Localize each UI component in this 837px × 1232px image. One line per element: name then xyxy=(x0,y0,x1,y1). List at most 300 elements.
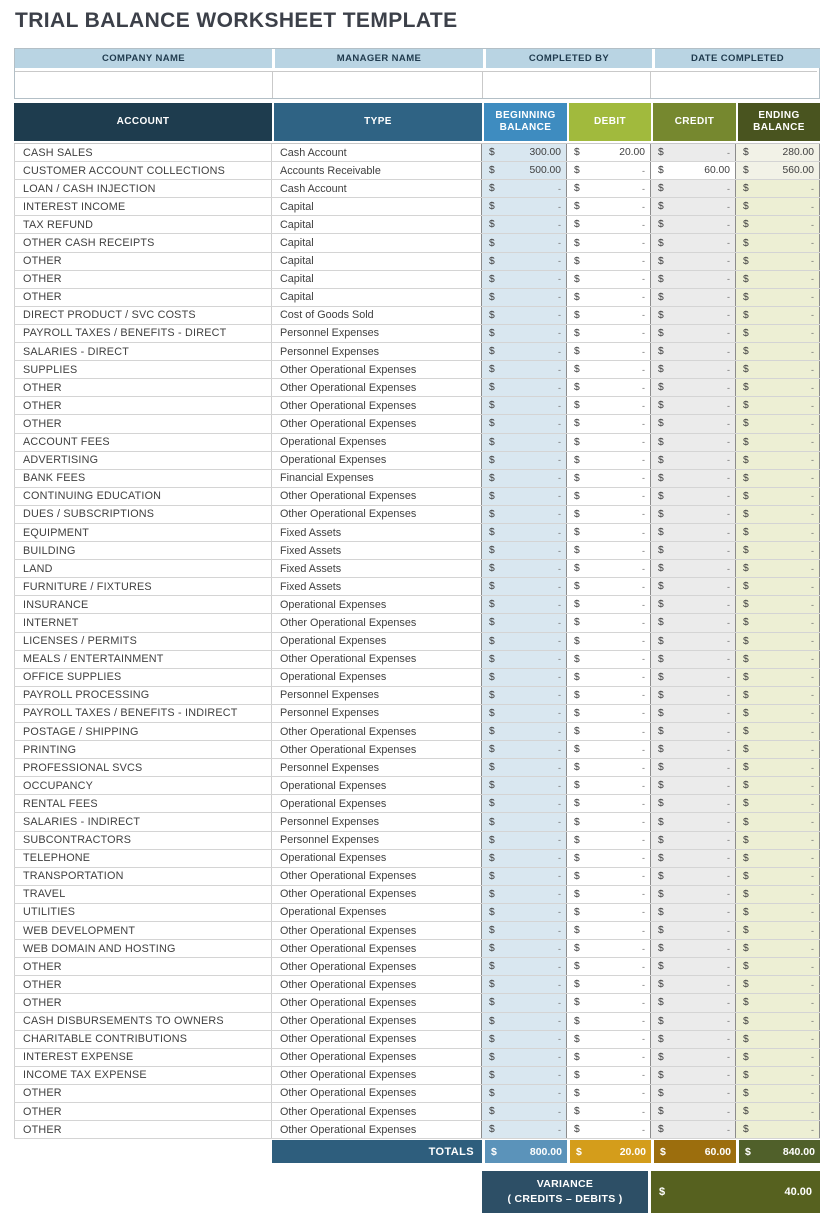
credit-cell[interactable] xyxy=(651,524,736,541)
beginning-balance-cell[interactable] xyxy=(482,325,567,342)
credit-cell[interactable] xyxy=(651,614,736,631)
beginning-balance-cell[interactable] xyxy=(482,470,567,487)
ending-balance-cell[interactable] xyxy=(736,180,820,197)
completed-by-input[interactable] xyxy=(482,71,650,98)
beginning-balance-cell[interactable] xyxy=(482,1067,567,1084)
type-cell: Cost of Goods Sold xyxy=(272,307,482,324)
debit-cell[interactable] xyxy=(567,994,651,1011)
debit-cell[interactable] xyxy=(567,343,651,360)
currency-symbol: $ xyxy=(658,309,664,321)
beginning-balance-cell[interactable] xyxy=(482,180,567,197)
currency-symbol: $ xyxy=(743,780,749,792)
beginning-balance-cell[interactable] xyxy=(482,506,567,523)
credit-cell[interactable] xyxy=(651,271,736,288)
debit-cell[interactable] xyxy=(567,397,651,414)
credit-cell[interactable] xyxy=(651,850,736,867)
currency-symbol: $ xyxy=(574,707,580,719)
credit-cell[interactable] xyxy=(651,1085,736,1102)
ending-balance-cell[interactable] xyxy=(736,271,820,288)
table-row xyxy=(14,1031,820,1049)
ending-balance-cell[interactable] xyxy=(736,868,820,885)
ending-balance-cell[interactable] xyxy=(736,759,820,776)
debit-cell[interactable] xyxy=(567,940,651,957)
beginning-balance-cell[interactable] xyxy=(482,452,567,469)
credit-cell[interactable] xyxy=(651,506,736,523)
ending-balance-cell[interactable] xyxy=(736,813,820,830)
debit-cell[interactable] xyxy=(567,614,651,631)
debit-cell[interactable] xyxy=(567,669,651,686)
beginning-balance-cell[interactable] xyxy=(482,940,567,957)
credit-cell-value: - xyxy=(727,491,730,502)
credit-cell[interactable] xyxy=(651,922,736,939)
debit-cell[interactable] xyxy=(567,705,651,722)
credit-cell[interactable] xyxy=(651,488,736,505)
currency-symbol: $ xyxy=(658,418,664,430)
ending-balance-cell[interactable] xyxy=(736,470,820,487)
beginning-balance-cell[interactable] xyxy=(482,922,567,939)
beginning-balance-cell[interactable] xyxy=(482,1031,567,1048)
table-row xyxy=(14,361,820,379)
credit-cell[interactable] xyxy=(651,669,736,686)
beginning-balance-cell[interactable] xyxy=(482,289,567,306)
credit-cell[interactable] xyxy=(651,1031,736,1048)
ending-balance-cell[interactable] xyxy=(736,560,820,577)
beginning-balance-cell[interactable] xyxy=(482,1103,567,1120)
ending-balance-cell-value: - xyxy=(811,961,814,972)
debit-cell[interactable] xyxy=(567,307,651,324)
currency-symbol: $ xyxy=(489,997,495,1009)
ending-balance-cell[interactable] xyxy=(736,669,820,686)
credit-cell[interactable] xyxy=(651,560,736,577)
credit-cell[interactable] xyxy=(651,687,736,704)
credit-cell[interactable] xyxy=(651,832,736,849)
debit-cell[interactable] xyxy=(567,1085,651,1102)
beginning-balance-cell[interactable] xyxy=(482,813,567,830)
debit-cell[interactable] xyxy=(567,488,651,505)
debit-cell[interactable] xyxy=(567,434,651,451)
beginning-balance-cell[interactable] xyxy=(482,832,567,849)
table-row xyxy=(14,669,820,687)
ending-balance-cell[interactable] xyxy=(736,434,820,451)
ending-balance-cell[interactable] xyxy=(736,325,820,342)
beginning-balance-cell[interactable] xyxy=(482,669,567,686)
ending-balance-cell[interactable] xyxy=(736,415,820,432)
ending-balance-cell[interactable] xyxy=(736,795,820,812)
debit-cell[interactable] xyxy=(567,144,651,161)
debit-cell[interactable] xyxy=(567,542,651,559)
beginning-balance-cell[interactable] xyxy=(482,542,567,559)
beginning-balance-cell[interactable] xyxy=(482,234,567,251)
debit-cell[interactable] xyxy=(567,868,651,885)
ending-balance-cell[interactable] xyxy=(736,886,820,903)
ending-balance-cell[interactable] xyxy=(736,397,820,414)
debit-cell-value: - xyxy=(642,1088,645,1099)
debit-cell[interactable] xyxy=(567,813,651,830)
beginning-balance-cell[interactable] xyxy=(482,596,567,613)
ending-balance-cell-value: - xyxy=(811,762,814,773)
debit-cell[interactable] xyxy=(567,850,651,867)
beginning-balance-cell[interactable] xyxy=(482,271,567,288)
credit-cell[interactable] xyxy=(651,144,736,161)
account-cell: OTHER xyxy=(14,958,272,975)
credit-cell-value: - xyxy=(727,599,730,610)
currency-symbol: $ xyxy=(660,1145,666,1158)
debit-cell[interactable] xyxy=(567,976,651,993)
beginning-balance-cell[interactable] xyxy=(482,578,567,595)
type-cell: Personnel Expenses xyxy=(272,832,482,849)
beginning-balance-cell[interactable] xyxy=(482,216,567,233)
table-row xyxy=(14,415,820,433)
ending-balance-cell[interactable] xyxy=(736,379,820,396)
credit-cell[interactable] xyxy=(651,886,736,903)
ending-balance-cell[interactable] xyxy=(736,1103,820,1120)
account-cell: UTILITIES xyxy=(14,904,272,921)
beginning-balance-cell-value: - xyxy=(558,382,561,393)
variance-row xyxy=(482,1171,820,1213)
credit-cell-value: - xyxy=(727,835,730,846)
type-cell: Personnel Expenses xyxy=(272,759,482,776)
currency-symbol: $ xyxy=(489,255,495,267)
currency-symbol: $ xyxy=(743,925,749,937)
beginning-balance-cell[interactable] xyxy=(482,1049,567,1066)
account-cell: OTHER xyxy=(14,1121,272,1138)
totals-ending-balance-value: 840.00 xyxy=(782,1145,815,1158)
company-name-input[interactable] xyxy=(15,71,272,98)
beginning-balance-cell[interactable] xyxy=(482,614,567,631)
beginning-balance-cell-value: - xyxy=(558,545,561,556)
beginning-balance-cell[interactable] xyxy=(482,759,567,776)
beginning-balance-cell-value: - xyxy=(558,871,561,882)
debit-cell-value: - xyxy=(642,636,645,647)
ending-balance-cell-value: - xyxy=(811,382,814,393)
credit-cell[interactable] xyxy=(651,723,736,740)
debit-cell[interactable] xyxy=(567,886,651,903)
beginning-balance-cell[interactable] xyxy=(482,777,567,794)
ending-balance-cell[interactable] xyxy=(736,651,820,668)
credit-cell[interactable] xyxy=(651,289,736,306)
debit-cell[interactable] xyxy=(567,651,651,668)
currency-symbol: $ xyxy=(743,1124,749,1136)
manager-name-input[interactable] xyxy=(272,71,482,98)
credit-cell[interactable] xyxy=(651,976,736,993)
ending-balance-cell[interactable] xyxy=(736,994,820,1011)
credit-cell-value: - xyxy=(727,219,730,230)
beginning-balance-cell[interactable] xyxy=(482,687,567,704)
currency-symbol: $ xyxy=(658,508,664,520)
credit-cell[interactable] xyxy=(651,379,736,396)
type-cell: Capital xyxy=(272,253,482,270)
currency-symbol: $ xyxy=(489,508,495,520)
currency-symbol: $ xyxy=(574,653,580,665)
debit-cell[interactable] xyxy=(567,180,651,197)
debit-cell[interactable] xyxy=(567,452,651,469)
ending-balance-cell[interactable] xyxy=(736,832,820,849)
date-completed-input[interactable] xyxy=(650,71,817,98)
credit-cell[interactable] xyxy=(651,343,736,360)
ending-balance-cell[interactable] xyxy=(736,162,820,179)
ending-balance-cell[interactable] xyxy=(736,614,820,631)
currency-symbol: $ xyxy=(743,870,749,882)
beginning-balance-cell-value: - xyxy=(558,997,561,1008)
beginning-balance-cell[interactable] xyxy=(482,488,567,505)
ending-balance-cell-value: - xyxy=(811,997,814,1008)
debit-cell[interactable] xyxy=(567,1103,651,1120)
beginning-balance-cell[interactable] xyxy=(482,397,567,414)
beginning-balance-cell[interactable] xyxy=(482,307,567,324)
currency-symbol: $ xyxy=(658,346,664,358)
credit-cell[interactable] xyxy=(651,1103,736,1120)
ending-balance-cell[interactable] xyxy=(736,1121,820,1138)
debit-cell[interactable] xyxy=(567,198,651,215)
debit-cell[interactable] xyxy=(567,253,651,270)
beginning-balance-cell[interactable] xyxy=(482,904,567,921)
ending-balance-cell[interactable] xyxy=(736,958,820,975)
ending-balance-cell-value: - xyxy=(811,925,814,936)
debit-cell[interactable] xyxy=(567,234,651,251)
ending-balance-cell[interactable] xyxy=(736,596,820,613)
credit-cell[interactable] xyxy=(651,759,736,776)
credit-cell[interactable] xyxy=(651,542,736,559)
ending-balance-cell[interactable] xyxy=(736,506,820,523)
debit-cell[interactable] xyxy=(567,578,651,595)
debit-cell[interactable] xyxy=(567,415,651,432)
ending-balance-cell[interactable] xyxy=(736,687,820,704)
credit-cell[interactable] xyxy=(651,1121,736,1138)
currency-symbol: $ xyxy=(489,382,495,394)
ending-balance-cell-value: - xyxy=(811,744,814,755)
beginning-balance-cell[interactable] xyxy=(482,886,567,903)
currency-symbol: $ xyxy=(658,364,664,376)
beginning-balance-cell[interactable] xyxy=(482,343,567,360)
credit-cell[interactable] xyxy=(651,234,736,251)
credit-cell[interactable] xyxy=(651,940,736,957)
table-row xyxy=(14,886,820,904)
debit-cell[interactable] xyxy=(567,325,651,342)
ending-balance-cell[interactable] xyxy=(736,705,820,722)
ending-balance-cell[interactable] xyxy=(736,253,820,270)
credit-cell[interactable] xyxy=(651,198,736,215)
credit-cell[interactable] xyxy=(651,705,736,722)
type-cell: Operational Expenses xyxy=(272,596,482,613)
beginning-balance-cell[interactable] xyxy=(482,361,567,378)
credit-cell[interactable] xyxy=(651,741,736,758)
ending-balance-cell[interactable] xyxy=(736,633,820,650)
credit-cell-value: - xyxy=(727,183,730,194)
credit-cell[interactable] xyxy=(651,578,736,595)
debit-cell[interactable] xyxy=(567,958,651,975)
currency-symbol: $ xyxy=(574,617,580,629)
beginning-balance-cell-value: - xyxy=(558,238,561,249)
credit-cell[interactable] xyxy=(651,180,736,197)
credit-cell[interactable] xyxy=(651,307,736,324)
ending-balance-cell[interactable] xyxy=(736,850,820,867)
currency-symbol: $ xyxy=(743,237,749,249)
ending-balance-cell[interactable] xyxy=(736,777,820,794)
debit-cell[interactable] xyxy=(567,1121,651,1138)
ending-balance-cell[interactable] xyxy=(736,922,820,939)
ending-balance-cell[interactable] xyxy=(736,1085,820,1102)
ending-balance-cell[interactable] xyxy=(736,1013,820,1030)
beginning-balance-cell[interactable] xyxy=(482,633,567,650)
credit-cell[interactable] xyxy=(651,1067,736,1084)
beginning-balance-cell[interactable] xyxy=(482,379,567,396)
credit-cell[interactable] xyxy=(651,795,736,812)
debit-cell[interactable] xyxy=(567,506,651,523)
beginning-balance-cell[interactable] xyxy=(482,198,567,215)
ending-balance-cell[interactable] xyxy=(736,741,820,758)
credit-cell[interactable] xyxy=(651,651,736,668)
account-cell: OTHER xyxy=(14,271,272,288)
ending-balance-cell[interactable] xyxy=(736,578,820,595)
beginning-balance-cell[interactable] xyxy=(482,560,567,577)
debit-cell[interactable] xyxy=(567,470,651,487)
debit-column-header: DEBIT xyxy=(567,103,651,141)
ending-balance-cell[interactable] xyxy=(736,904,820,921)
credit-cell[interactable] xyxy=(651,325,736,342)
ending-balance-cell[interactable] xyxy=(736,307,820,324)
currency-symbol: $ xyxy=(574,870,580,882)
ending-balance-cell[interactable] xyxy=(736,1049,820,1066)
beginning-balance-cell[interactable] xyxy=(482,524,567,541)
ending-balance-cell[interactable] xyxy=(736,452,820,469)
beginning-balance-cell[interactable] xyxy=(482,976,567,993)
ending-balance-cell-value: - xyxy=(811,328,814,339)
ending-balance-cell[interactable] xyxy=(736,216,820,233)
debit-cell[interactable] xyxy=(567,361,651,378)
credit-cell[interactable] xyxy=(651,868,736,885)
debit-cell[interactable] xyxy=(567,560,651,577)
debit-cell[interactable] xyxy=(567,1067,651,1084)
beginning-balance-cell[interactable] xyxy=(482,162,567,179)
beginning-balance-cell[interactable] xyxy=(482,1013,567,1030)
beginning-balance-cell[interactable] xyxy=(482,651,567,668)
debit-cell[interactable] xyxy=(567,633,651,650)
currency-symbol: $ xyxy=(574,599,580,611)
ending-balance-cell[interactable] xyxy=(736,524,820,541)
beginning-balance-cell[interactable] xyxy=(482,253,567,270)
ending-balance-cell[interactable] xyxy=(736,234,820,251)
credit-cell-value: - xyxy=(727,817,730,828)
debit-cell[interactable] xyxy=(567,922,651,939)
debit-cell[interactable] xyxy=(567,596,651,613)
credit-cell[interactable] xyxy=(651,434,736,451)
debit-cell[interactable] xyxy=(567,162,651,179)
debit-cell[interactable] xyxy=(567,777,651,794)
debit-cell[interactable] xyxy=(567,795,651,812)
beginning-balance-cell[interactable] xyxy=(482,144,567,161)
beginning-balance-cell[interactable] xyxy=(482,723,567,740)
beginning-balance-cell[interactable] xyxy=(482,868,567,885)
ending-balance-cell[interactable] xyxy=(736,1031,820,1048)
credit-cell[interactable] xyxy=(651,904,736,921)
debit-cell[interactable] xyxy=(567,1013,651,1030)
debit-cell[interactable] xyxy=(567,1031,651,1048)
currency-symbol: $ xyxy=(574,1015,580,1027)
ending-balance-cell[interactable] xyxy=(736,940,820,957)
debit-cell[interactable] xyxy=(567,741,651,758)
beginning-balance-cell[interactable] xyxy=(482,958,567,975)
debit-cell[interactable] xyxy=(567,1049,651,1066)
credit-cell[interactable] xyxy=(651,777,736,794)
ending-balance-cell[interactable] xyxy=(736,198,820,215)
credit-cell[interactable] xyxy=(651,633,736,650)
credit-cell[interactable] xyxy=(651,470,736,487)
type-cell: Other Operational Expenses xyxy=(272,651,482,668)
ending-balance-cell[interactable] xyxy=(736,542,820,559)
totals-beginning-balance-cell xyxy=(482,1140,567,1163)
debit-cell-value: - xyxy=(642,238,645,249)
debit-cell-value: - xyxy=(642,292,645,303)
debit-cell[interactable] xyxy=(567,904,651,921)
ending-balance-cell[interactable] xyxy=(736,723,820,740)
debit-cell[interactable] xyxy=(567,271,651,288)
credit-cell[interactable] xyxy=(651,813,736,830)
credit-cell[interactable] xyxy=(651,1049,736,1066)
ending-balance-cell[interactable] xyxy=(736,289,820,306)
credit-cell[interactable] xyxy=(651,994,736,1011)
beginning-balance-cell[interactable] xyxy=(482,705,567,722)
ending-balance-cell[interactable] xyxy=(736,1067,820,1084)
credit-cell[interactable] xyxy=(651,452,736,469)
ending-balance-cell[interactable] xyxy=(736,361,820,378)
beginning-balance-cell[interactable] xyxy=(482,415,567,432)
account-cell: DIRECT PRODUCT / SVC COSTS xyxy=(14,307,272,324)
beginning-balance-cell[interactable] xyxy=(482,434,567,451)
beginning-balance-cell[interactable] xyxy=(482,850,567,867)
beginning-balance-cell[interactable] xyxy=(482,741,567,758)
debit-cell[interactable] xyxy=(567,524,651,541)
ending-balance-column-header: ENDING BALANCE xyxy=(736,103,820,141)
credit-cell[interactable] xyxy=(651,253,736,270)
credit-cell[interactable] xyxy=(651,596,736,613)
account-cell: LICENSES / PERMITS xyxy=(14,633,272,650)
debit-cell[interactable] xyxy=(567,216,651,233)
debit-cell[interactable] xyxy=(567,723,651,740)
debit-cell[interactable] xyxy=(567,687,651,704)
ending-balance-cell-value: - xyxy=(811,1124,814,1135)
beginning-balance-cell[interactable] xyxy=(482,1085,567,1102)
ending-balance-cell[interactable] xyxy=(736,144,820,161)
credit-cell[interactable] xyxy=(651,361,736,378)
debit-cell[interactable] xyxy=(567,832,651,849)
debit-cell[interactable] xyxy=(567,289,651,306)
credit-cell[interactable] xyxy=(651,1013,736,1030)
beginning-balance-cell-value: - xyxy=(558,654,561,665)
debit-cell[interactable] xyxy=(567,759,651,776)
table-row xyxy=(14,832,820,850)
credit-cell[interactable] xyxy=(651,162,736,179)
credit-cell-value: - xyxy=(727,201,730,212)
debit-cell[interactable] xyxy=(567,379,651,396)
type-cell: Financial Expenses xyxy=(272,470,482,487)
credit-cell-value: - xyxy=(727,1124,730,1135)
beginning-balance-cell-value: - xyxy=(558,889,561,900)
currency-symbol: $ xyxy=(574,906,580,918)
table-row xyxy=(14,1085,820,1103)
credit-cell[interactable] xyxy=(651,397,736,414)
beginning-balance-cell[interactable] xyxy=(482,994,567,1011)
ending-balance-cell[interactable] xyxy=(736,488,820,505)
ending-balance-cell[interactable] xyxy=(736,976,820,993)
credit-cell[interactable] xyxy=(651,216,736,233)
credit-cell-value: - xyxy=(727,455,730,466)
ending-balance-cell[interactable] xyxy=(736,343,820,360)
beginning-balance-cell[interactable] xyxy=(482,795,567,812)
credit-cell[interactable] xyxy=(651,415,736,432)
currency-symbol: $ xyxy=(743,147,749,159)
credit-cell[interactable] xyxy=(651,958,736,975)
beginning-balance-cell[interactable] xyxy=(482,1121,567,1138)
